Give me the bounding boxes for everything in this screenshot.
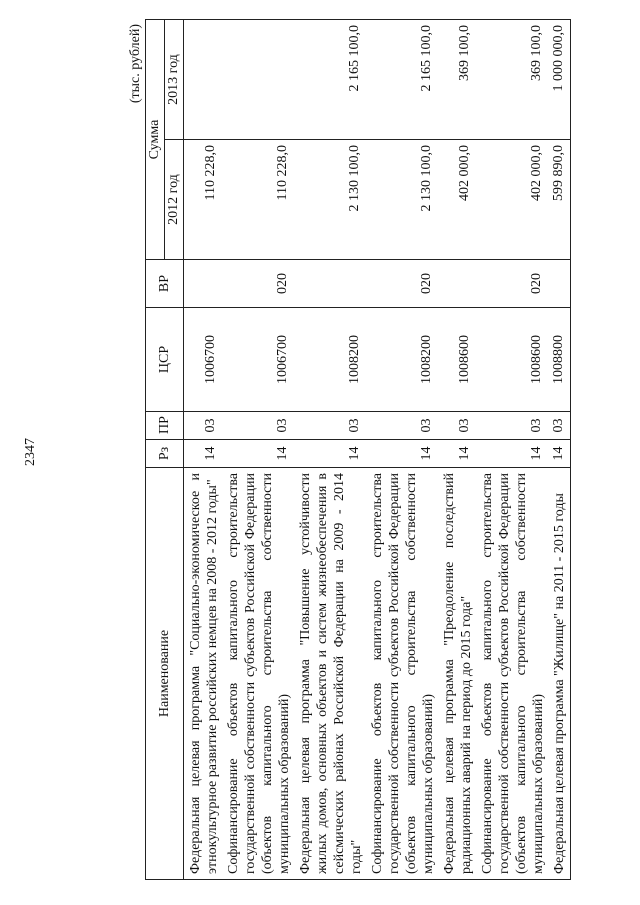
page-number: 2347 [23,438,38,466]
row-sum-2013: 2 165 100,0 [294,20,366,140]
table-row [366,20,438,880]
row-csr: 1006700 [184,308,223,412]
row-sum-2013: 1 000 000,0 [548,20,571,140]
header-name: Наименование [146,468,184,880]
row-sum-2012: 110 228,0 [222,140,294,260]
row-pr: 03 [476,412,548,440]
budget-table-sheet [125,20,625,880]
row-vr: 020 [476,260,548,308]
row-rz: 14 [184,440,223,468]
header-year-2013: 2013 год [165,20,184,140]
budget-table [145,19,571,880]
row-name: Федеральная целевая программа "Преодоление последствий радиационных аварий на период до 2015 года" [438,468,476,880]
row-sum-2012: 599 890,0 [548,140,571,260]
header-sum: Сумма [146,20,165,260]
row-vr [294,260,366,308]
row-pr: 03 [222,412,294,440]
row-name: Софинансирование объектов капитального строительства государственной собственности субъектов Российской Федерации (объектов капитального строительства собственности муниципальных образований) [476,468,548,880]
header-year-2012: 2012 год [165,140,184,260]
row-rz: 14 [476,440,548,468]
row-sum-2013 [184,20,223,140]
row-rz: 14 [438,440,476,468]
row-name: Софинансирование объектов капитального строительства государственной собственности субъектов Российской Федерации (объектов капитального строительства собственности муниципальных образований) [366,468,438,880]
row-name: Федеральная целевая программа "Повышение устойчивости жилых домов, основных объектов и систем жизнеобеспечения в сейсмических районах Российской Федерации на 2009 - 2014 годы" [294,468,366,880]
table-row [548,20,571,880]
row-rz: 14 [366,440,438,468]
units-label: (тыс. рублей) [128,24,143,104]
row-vr [438,260,476,308]
row-sum-2012: 2 130 100,0 [366,140,438,260]
row-pr: 03 [548,412,571,440]
row-sum-2012: 402 000,0 [476,140,548,260]
table-row [222,20,294,880]
row-name: Федеральная целевая программа "Социально-экономическое и этнокультурное развитие российских немцев на 2008 - 2012 годы" [184,468,223,880]
row-csr: 1008600 [438,308,476,412]
header-rz: Рз [146,440,184,468]
row-csr: 1008200 [294,308,366,412]
row-csr: 1006700 [222,308,294,412]
table-row [438,20,476,880]
row-vr [548,260,571,308]
table-row [294,20,366,880]
row-pr: 03 [184,412,223,440]
table-body [184,20,571,880]
row-sum-2012: 402 000,0 [438,140,476,260]
row-csr: 1008200 [366,308,438,412]
row-pr: 03 [294,412,366,440]
row-sum-2013: 369 100,0 [438,20,476,140]
row-pr: 03 [438,412,476,440]
row-sum-2013 [222,20,294,140]
row-rz: 14 [548,440,571,468]
row-name: Федеральная целевая программа "Жилище" на 2011 - 2015 годы [548,468,571,880]
row-csr: 1008600 [476,308,548,412]
row-sum-2013: 2 165 100,0 [366,20,438,140]
row-name: Софинансирование объектов капитального строительства государственной собственности субъектов Российской Федерации (объектов капитального строительства собственности муниципальных образований) [222,468,294,880]
row-rz: 14 [294,440,366,468]
header-csr: ЦСР [146,308,184,412]
row-sum-2012: 2 130 100,0 [294,140,366,260]
row-sum-2012: 110 228,0 [184,140,223,260]
row-vr: 020 [366,260,438,308]
header-pr: ПР [146,412,184,440]
table-row [476,20,548,880]
table-row [184,20,223,880]
row-csr: 1008800 [548,308,571,412]
row-pr: 03 [366,412,438,440]
row-rz: 14 [222,440,294,468]
row-sum-2013: 369 100,0 [476,20,548,140]
header-vr: ВР [146,260,184,308]
row-vr: 020 [222,260,294,308]
row-vr [184,260,223,308]
